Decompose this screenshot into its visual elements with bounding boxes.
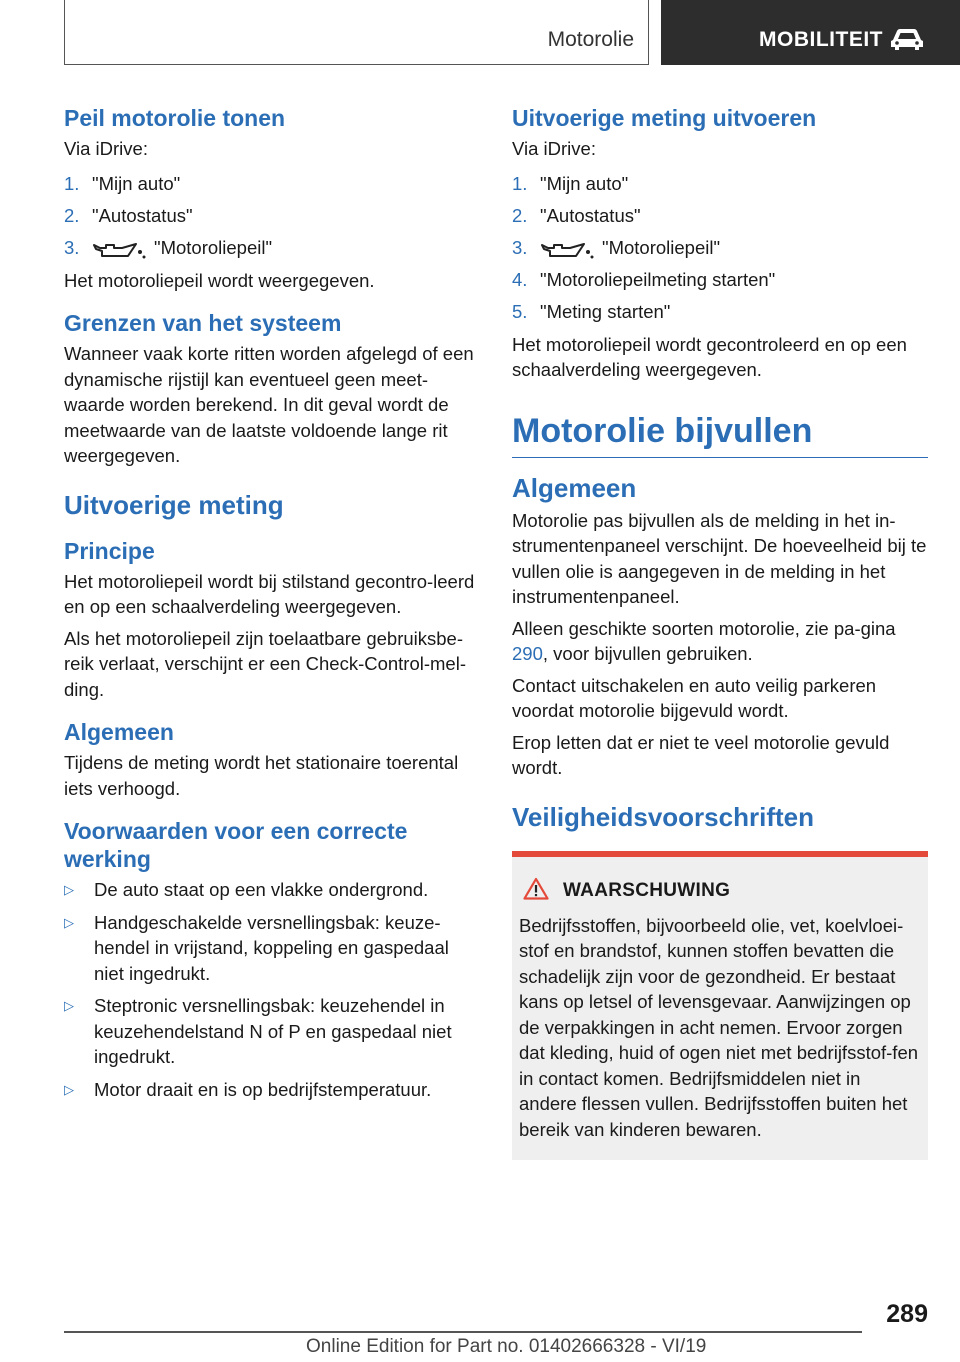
algemeen-text-left: Tijdens de meting wordt het stationaire toerental iets verhoogd. xyxy=(64,752,459,799)
car-icon xyxy=(889,26,925,57)
list-item xyxy=(512,168,928,200)
step-number: 3. xyxy=(64,236,80,258)
heading-peil-motorolie: Peil motorolie tonen xyxy=(64,105,286,131)
warning-triangle-icon xyxy=(523,877,563,905)
algemeen-text-2 xyxy=(512,616,928,667)
principe-text-1: Het motoroliepeil wordt bij stilstand gecontro-leerd en op een schaalverdeling weergegeven. xyxy=(64,570,475,617)
intro-text: Via iDrive: xyxy=(64,138,148,159)
list-item xyxy=(64,910,478,987)
bullet-text: Steptronic versnellingsbak: keuzehendel in keuzehendelstand N of P en gaspedaal niet ingedrukt. xyxy=(94,995,452,1067)
grenzen-text: Wanneer vaak korte ritten worden afgelegd of een dynamische rijstijl kan eventueel geen meet-waarde worden berekend. In dit geval wordt de meetwaarde van de laatste voldoende lange rit weergegeven. xyxy=(64,343,474,466)
triangle-bullet-icon: ▷ xyxy=(64,914,74,930)
steps-list-peil xyxy=(64,168,478,264)
triangle-bullet-icon: ▷ xyxy=(64,998,74,1013)
heading-motorolie-bijvullen: Motorolie bijvullen xyxy=(512,409,928,458)
left-column xyxy=(64,100,478,1109)
list-item xyxy=(64,993,478,1070)
list-item xyxy=(64,232,478,264)
list-item xyxy=(512,296,928,328)
algemeen-text-4: Erop letten dat er niet te veel motorolie gevuld wordt. xyxy=(512,731,890,778)
warning-text: Bedrijfsstoffen, bijvoorbeeld olie, vet, koelvloei-stof en brandstof, kunnen stoffen bevatten die schadelijk zijn voor de gezondheid. Er bestaat kans op letsel of levensgevaar. Aanwijzingen op de verpakkingen in acht nemen. Ervoor zorgen dat kleding, huid of ogen niet met bedrijfsstof-fen in contact komen. Bedrijfsmiddelen niet in andere flessen vullen. Bedrijfsstoffen buiten het bereik van kinderen bewaren. xyxy=(519,914,919,1140)
bullet-text: Motor draait en is op bedrijfstemperatuur. xyxy=(94,1078,432,1100)
triangle-bullet-icon: ▷ xyxy=(64,1081,74,1097)
header-section-title: Motorolie xyxy=(547,28,634,51)
warning-header xyxy=(519,877,920,905)
list-item xyxy=(64,1077,478,1103)
step-number: 4. xyxy=(512,268,528,290)
list-item xyxy=(64,877,478,903)
step-number: 5. xyxy=(512,300,528,322)
step-text: "Mijn auto" xyxy=(92,172,181,194)
algemeen-text-1: Motorolie pas bijvullen als de melding in het in-strumentenpaneel verschijnt. De hoeveelheid bij te vullen olie is aangegeven in de melding in het instrumentenpaneel. xyxy=(512,509,927,607)
algemeen-text-2-before: Alleen geschikte soorten motorolie, zie pa-gina xyxy=(512,617,896,639)
voorwaarden-list xyxy=(64,877,478,1102)
footer-edition: Online Edition for Part no. 01402666328 - VI/19 xyxy=(306,1336,707,1357)
oil-can-icon xyxy=(92,238,146,258)
page-link-290[interactable]: 290 xyxy=(512,643,543,664)
heading-principe: Principe xyxy=(64,537,155,564)
algemeen-text-3: Contact uitschakelen en auto veilig parkeren voordat motorolie bijgevuld wordt. xyxy=(512,674,877,721)
step-text: "Motoroliepeilmeting starten" xyxy=(540,268,776,290)
heading-uitvoerige-meting-uitvoeren: Uitvoerige meting uitvoeren xyxy=(512,105,817,131)
intro-text: Via iDrive: xyxy=(512,138,596,159)
warning-title: WAARSCHUWING xyxy=(563,879,731,901)
result-text: Het motoroliepeil wordt gecontroleerd en op een schaalverdeling weergegeven. xyxy=(512,333,907,380)
step-text: "Meting starten" xyxy=(540,300,671,322)
step-text: "Autostatus" xyxy=(540,204,641,226)
header-chapter-tab xyxy=(661,0,960,65)
bullet-text: De auto staat op een vlakke ondergrond. xyxy=(94,879,429,900)
header-section-tab xyxy=(64,0,649,65)
heading-grenzen: Grenzen van het systeem xyxy=(64,310,342,336)
heading-algemeen-left: Algemeen xyxy=(64,719,174,745)
page-number: 289 xyxy=(886,1300,928,1328)
list-item xyxy=(512,232,928,264)
heading-veiligheidsvoorschriften: Veiligheidsvoorschriften xyxy=(512,801,814,832)
heading-voorwaarden: Voorwaarden voor een correcte werking xyxy=(64,818,408,872)
list-item xyxy=(512,264,928,296)
step-number: 3. xyxy=(512,236,528,258)
step-text: "Motoroliepeil" xyxy=(154,236,273,258)
heading-algemeen-right: Algemeen xyxy=(512,472,637,503)
right-column xyxy=(512,100,928,1160)
triangle-bullet-icon: ▷ xyxy=(64,882,74,897)
header-chapter-title: MOBILITEIT xyxy=(759,28,883,51)
list-item xyxy=(512,200,928,232)
step-number: 2. xyxy=(512,204,528,226)
list-item xyxy=(64,200,478,232)
step-text: "Autostatus" xyxy=(92,204,193,226)
warning-box xyxy=(512,851,928,1161)
step-text: "Mijn auto" xyxy=(540,172,629,194)
list-item xyxy=(64,168,478,200)
oil-can-icon xyxy=(540,238,594,258)
steps-list-uitvoeren xyxy=(512,168,928,328)
footer-divider xyxy=(64,1331,862,1333)
bullet-text: Handgeschakelde versnellingsbak: keuze-hendel in vrijstand, koppeling en gaspedaal niet ingedrukt. xyxy=(94,911,449,984)
step-number: 2. xyxy=(64,204,80,226)
result-text: Het motoroliepeil wordt weergegeven. xyxy=(64,269,375,291)
algemeen-text-2-after: , voor bijvullen gebruiken. xyxy=(542,643,753,664)
step-number: 1. xyxy=(64,172,80,194)
heading-uitvoerige-meting: Uitvoerige meting xyxy=(64,489,284,520)
step-number: 1. xyxy=(512,172,528,194)
principe-text-2: Als het motoroliepeil zijn toelaatbare gebruiksbe-reik verlaat, verschijnt er een Check-Control-mel-ding. xyxy=(64,627,466,700)
step-text: "Motoroliepeil" xyxy=(602,236,721,258)
